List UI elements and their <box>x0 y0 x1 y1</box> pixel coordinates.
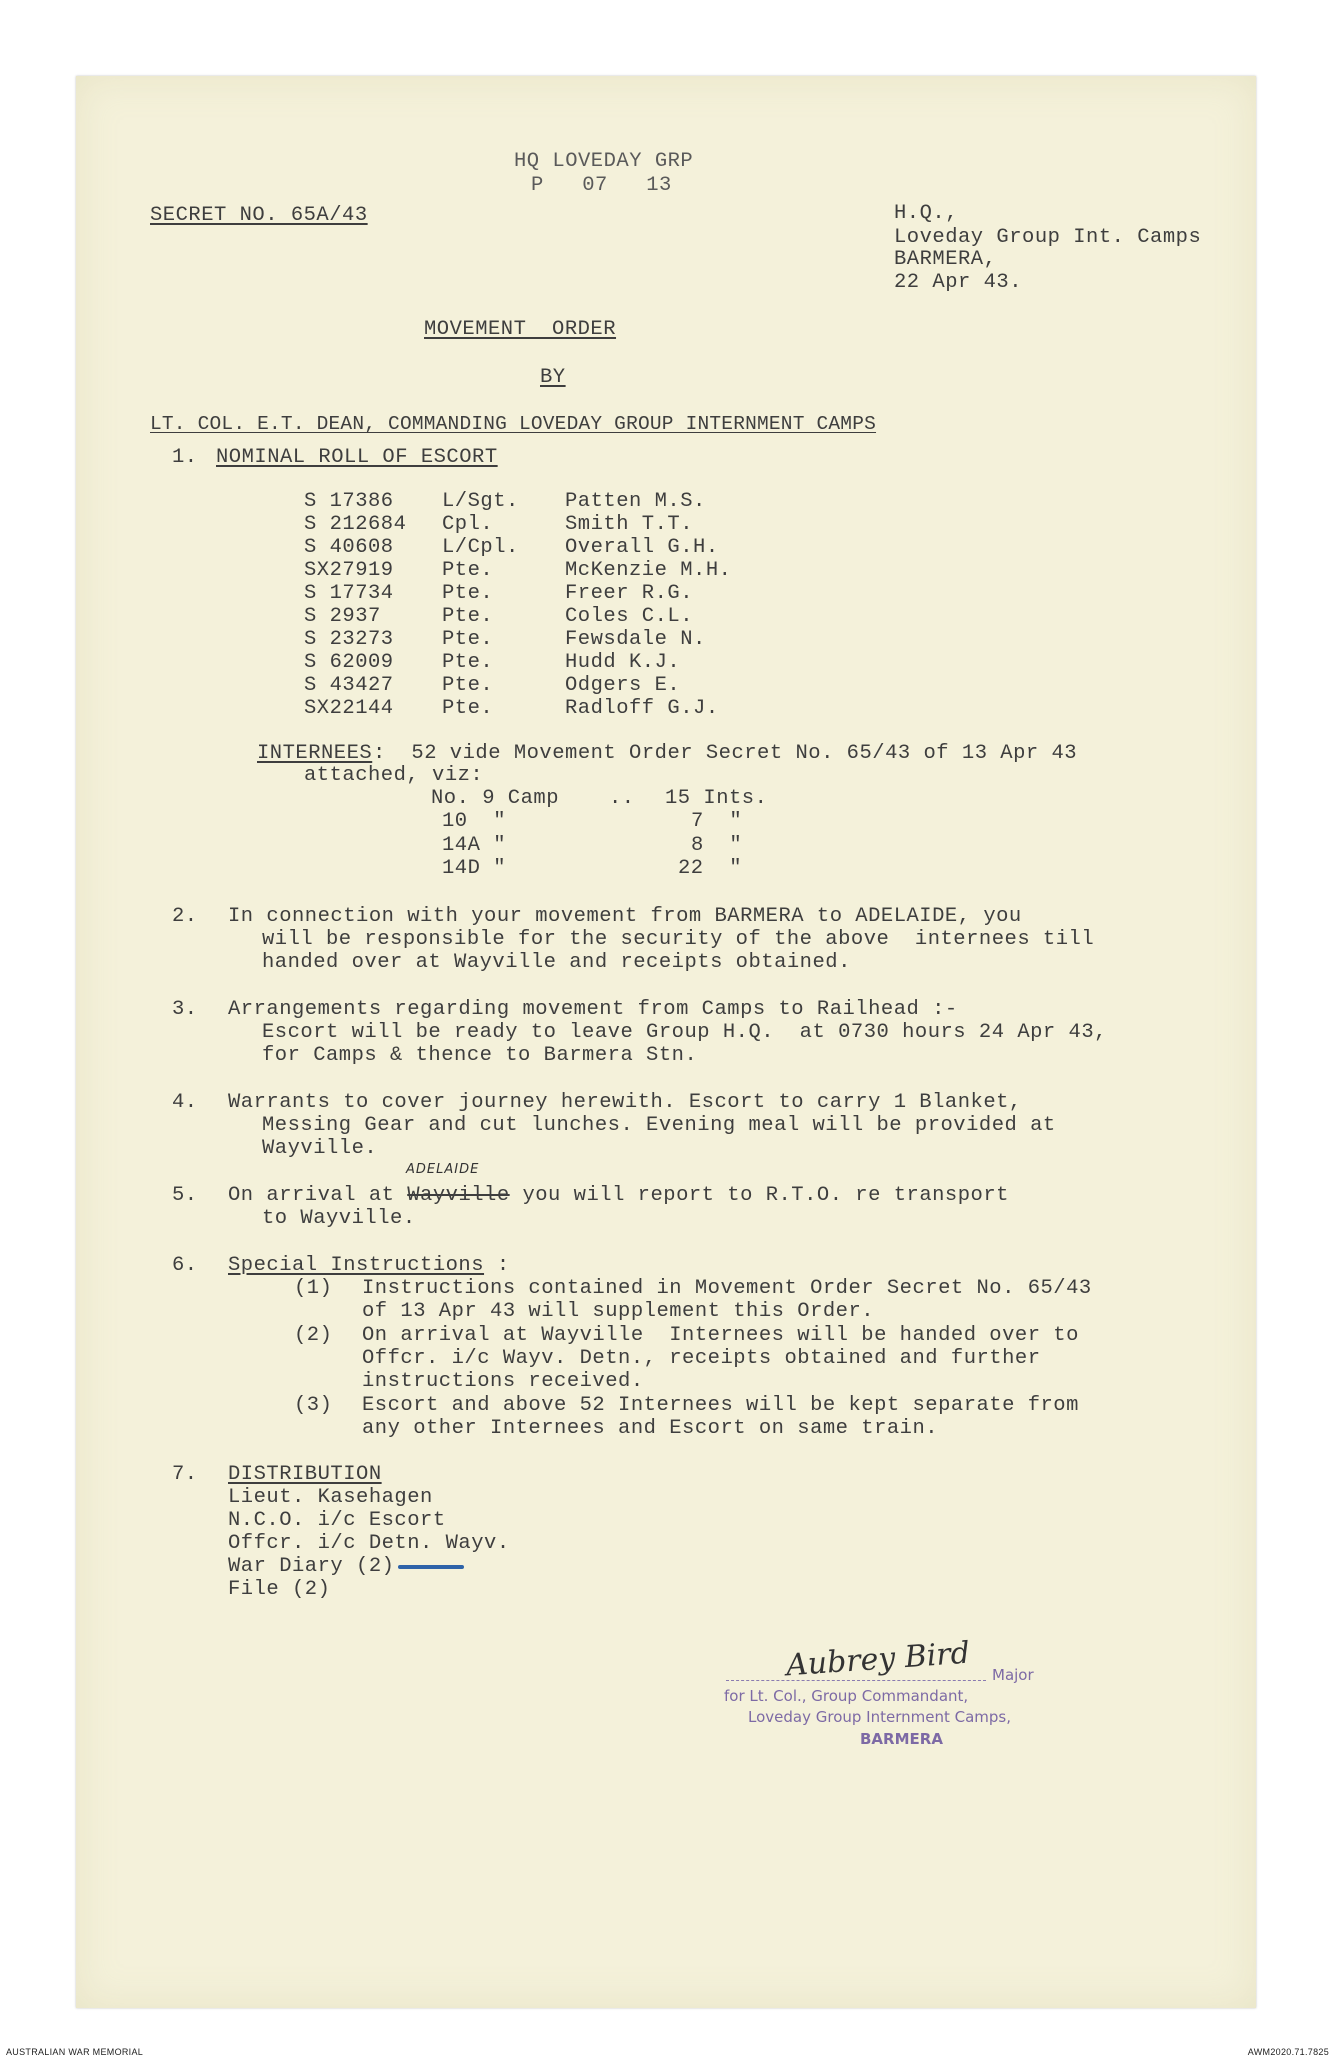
paragraph-line: On arrival at Wayville Internees will be handed over to <box>362 1324 1079 1347</box>
signature: Aubrey Bird <box>785 1635 971 1684</box>
rank: Pte. <box>442 697 494 720</box>
paragraph-line: In connection with your movement from BARMERA to ADELAIDE, you <box>228 905 1022 928</box>
paragraph-line: for Camps & thence to Barmera Stn. <box>262 1044 698 1067</box>
camp-name: 10 " <box>442 810 507 833</box>
text-segment: you will report to R.T.O. re transport <box>509 1184 1009 1207</box>
service-number: S 17734 <box>304 582 394 605</box>
camp-count: 8 " <box>691 834 743 857</box>
document-page <box>76 76 1256 2008</box>
service-number: SX27919 <box>304 559 394 582</box>
paragraph-line: Escort and above 52 Internees will be kept separate from <box>362 1394 1079 1417</box>
distribution-item: File (2) <box>228 1578 331 1601</box>
registry-stamp-line1: HQ LOVEDAY GRP <box>514 150 694 173</box>
service-number: S 2937 <box>304 605 381 628</box>
address-line: H.Q., <box>894 202 959 225</box>
paragraph-line: to Wayville. <box>262 1207 416 1230</box>
camp-count: 22 " <box>678 857 743 880</box>
rank: Pte. <box>442 559 494 582</box>
paragraph-line: any other Internees and Escort on same train. <box>362 1417 939 1440</box>
camp-name: 14A " <box>442 834 507 857</box>
blue-pen-mark <box>398 1565 464 1569</box>
paragraph-line: Messing Gear and cut lunches. Evening meal will be provided at <box>262 1114 1056 1137</box>
rank: Pte. <box>442 605 494 628</box>
rank: L/Cpl. <box>442 536 519 559</box>
section1-heading: NOMINAL ROLL OF ESCORT <box>216 446 498 469</box>
rank: Pte. <box>442 651 494 674</box>
heading-suffix: : <box>484 1254 510 1277</box>
paragraph-line: Escort will be ready to leave Group H.Q. at 0730 hours 24 Apr 43, <box>262 1021 1107 1044</box>
service-number: S 212684 <box>304 513 407 536</box>
signature-line <box>726 1680 986 1681</box>
service-number: S 62009 <box>304 651 394 674</box>
paragraph-line: Offcr. i/c Wayv. Detn., receipts obtained and further <box>362 1347 1041 1370</box>
by-line: BY <box>540 366 566 389</box>
paragraph-line: instructions received. <box>362 1370 644 1393</box>
camp-count: 7 " <box>691 810 743 833</box>
struck-text: Wayville <box>407 1184 510 1207</box>
person-name: Fewsdale N. <box>565 628 706 651</box>
paragraph-line <box>228 1184 1009 1208</box>
section-number: 2. <box>172 905 198 928</box>
distribution-item: N.C.O. i/c Escort <box>228 1509 446 1532</box>
item-number: (3) <box>294 1394 333 1417</box>
service-number: S 23273 <box>304 628 394 651</box>
document-title: MOVEMENT ORDER <box>424 318 617 341</box>
person-name: Odgers E. <box>565 674 681 697</box>
distribution-item: Offcr. i/c Detn. Wayv. <box>228 1532 510 1555</box>
issuer-line: LT. COL. E.T. DEAN, COMMANDING LOVEDAY GROUP INTERNMENT CAMPS <box>150 413 877 435</box>
section-number: 6. <box>172 1254 198 1277</box>
camp-name: No. 9 Camp <box>431 787 560 810</box>
rank: Pte. <box>442 674 494 697</box>
item-number: (1) <box>294 1277 333 1300</box>
person-name: Overall G.H. <box>565 536 719 559</box>
internees-label: INTERNEES <box>257 742 373 765</box>
paragraph-line: Wayville. <box>262 1137 378 1160</box>
camp-count: 15 Ints. <box>665 787 768 810</box>
service-number: S 43427 <box>304 674 394 697</box>
internees-text: : 52 vide Movement Order Secret No. 65/43 of 13 Apr 43 <box>373 742 1078 765</box>
person-name: Radloff G.J. <box>565 697 719 720</box>
address-line: Loveday Group Int. Camps <box>894 226 1202 249</box>
service-number: S 17386 <box>304 490 394 513</box>
rank: Pte. <box>442 582 494 605</box>
footer-credit: AUSTRALIAN WAR MEMORIAL <box>6 2047 144 2057</box>
rank: Pte. <box>442 628 494 651</box>
section-number: 4. <box>172 1091 198 1114</box>
paragraph-line: Instructions contained in Movement Order Secret No. 65/43 <box>362 1277 1092 1300</box>
section6-heading-line <box>228 1254 510 1278</box>
item-number: (2) <box>294 1324 333 1347</box>
stamp-line: for Lt. Col., Group Commandant, <box>724 1687 969 1705</box>
registry-stamp-line2: P 07 13 <box>531 174 672 197</box>
section-number: 1. <box>172 446 198 469</box>
person-name: Patten M.S. <box>565 490 706 513</box>
section-number: 7. <box>172 1463 198 1486</box>
person-name: Smith T.T. <box>565 513 694 536</box>
paragraph-line: handed over at Wayville and receipts obtained. <box>262 951 851 974</box>
secret-reference: SECRET NO. 65A/43 <box>150 204 368 227</box>
camp-separator: .. <box>609 787 635 810</box>
service-number: S 40608 <box>304 536 394 559</box>
text-segment: On arrival at <box>228 1184 408 1207</box>
rank: L/Sgt. <box>442 490 519 513</box>
section-number: 5. <box>172 1184 198 1207</box>
address-line: 22 Apr 43. <box>894 271 1023 294</box>
paragraph-line: of 13 Apr 43 will supplement this Order. <box>362 1300 875 1323</box>
rank-label: Major <box>992 1666 1034 1684</box>
handwritten-insertion: ADELAIDE <box>406 1162 480 1177</box>
distribution-item: War Diary (2) <box>228 1555 395 1578</box>
distribution-item: Lieut. Kasehagen <box>228 1486 433 1509</box>
section-number: 3. <box>172 998 198 1021</box>
person-name: Hudd K.J. <box>565 651 681 674</box>
person-name: Freer R.G. <box>565 582 694 605</box>
service-number: SX22144 <box>304 697 394 720</box>
person-name: McKenzie M.H. <box>565 559 732 582</box>
paragraph-line: Arrangements regarding movement from Camps to Railhead :- <box>228 998 958 1021</box>
person-name: Coles C.L. <box>565 605 694 628</box>
rank: Cpl. <box>442 513 494 536</box>
camp-name: 14D " <box>442 857 507 880</box>
footer-accession: AWM2020.71.7825 <box>1247 2047 1329 2057</box>
address-line: BARMERA, <box>894 248 997 271</box>
internees-text: attached, viz: <box>304 764 484 787</box>
stamp-line: BARMERA <box>860 1730 943 1748</box>
section6-heading: Special Instructions <box>228 1254 485 1277</box>
section7-heading: DISTRIBUTION <box>228 1463 382 1486</box>
paragraph-line: will be responsible for the security of the above internees till <box>262 928 1095 951</box>
paragraph-line: Warrants to cover journey herewith. Escort to carry 1 Blanket, <box>228 1091 1022 1114</box>
stamp-line: Loveday Group Internment Camps, <box>748 1708 1011 1726</box>
